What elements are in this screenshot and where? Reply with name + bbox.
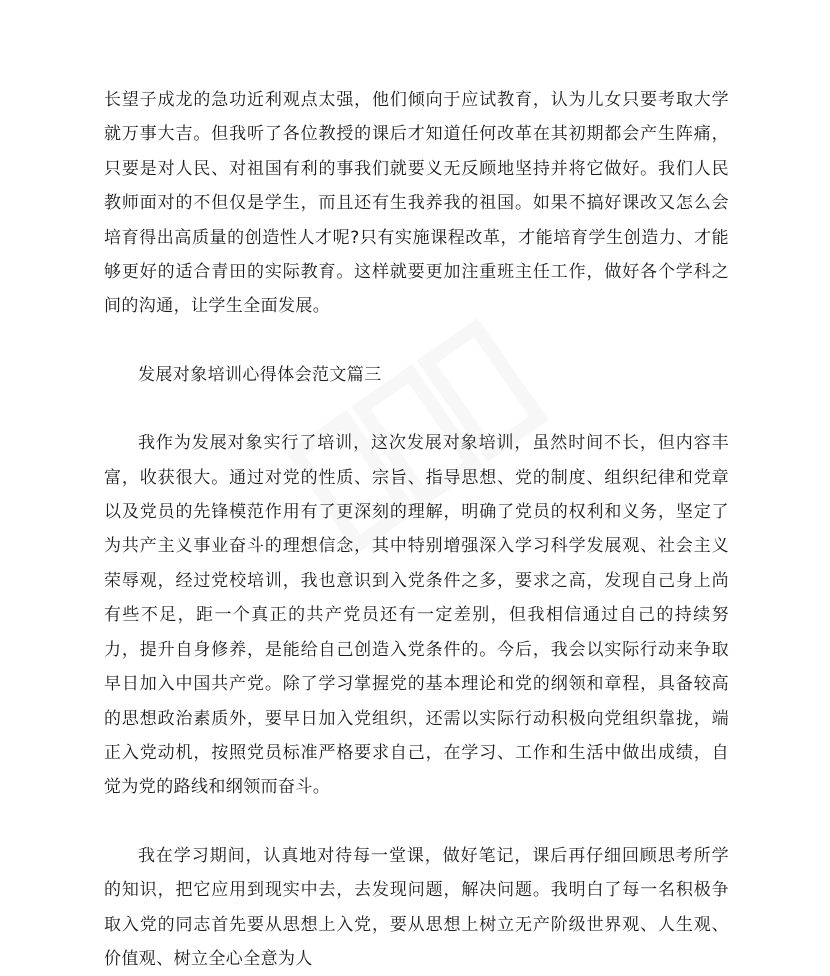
paragraph-body-2: 我在学习期间，认真地对待每一堂课，做好笔记，课后再仔细回顾思考所学的知识，把它应用到现实中去，去发现问题，解决问题。我明白了每一名积极争取入党的同志首先要从思想上入党，要从思想上树立无产阶级世界观、人生观、价值观、树立全心全意为人 (104, 845, 729, 969)
paragraph-continued: 长望子成龙的急功近利观点太强，他们倾向于应试教育，认为儿女只要考取大学就万事大吉。但我听了各位教授的课后才知道任何改革在其初期都会产生阵痛，只要是对人民、对祖国有利的事我们就要义无反顾地坚持并将它做好。我们人民教师面对的不但仅是学生，而且还有生我养我的祖国。如果不搞好课改又怎么会培育得出高质量的创造性人才呢?只有实施课程改革，才能培育学生创造力、才能够更好的适合青田的实际教育。这样就要更加注重班主任工作，做好各个学科之间的沟通，让学生全面发展。 (104, 90, 729, 317)
document-body (104, 83, 729, 976)
paragraph-gap (104, 324, 729, 358)
paragraph-body-1: 我作为发展对象实行了培训，这次发展对象培训，虽然时间不长，但内容丰富，收获很大。通过对党的性质、宗旨、指导思想、党的制度、组织纪律和党章以及党员的先锋模范作用有了更深刻的理解，明确了党员的权利和义务，坚定了为共产主义事业奋斗的理想信念，其中特别增强深入学习科学发展观、社会主义荣辱观，经过党校培训，我也意识到入党条件之多，要求之高，发现自己身上尚有些不足，距一个真正的共产党员还有一定差别，但我相信通过自己的持续努力，提升自身修养，是能给自己创造入党条件的。今后，我会以实际行动来争取早日加入中国共产党。除了学习掌握党的基本理论和党的纲领和章程，具备较高的思想政治素质外，要早日加入党组织，还需以实际行动积极向党组织靠拢，端正入党动机，按照党员标准严格要求自己，在学习、工作和生活中做出成绩，自觉为党的路线和纲领而奋斗。 (104, 433, 729, 798)
section-title: 发展对象培训心得体会范文篇三 (138, 364, 382, 385)
paragraph-gap (104, 805, 729, 839)
paragraph-gap (104, 392, 729, 426)
